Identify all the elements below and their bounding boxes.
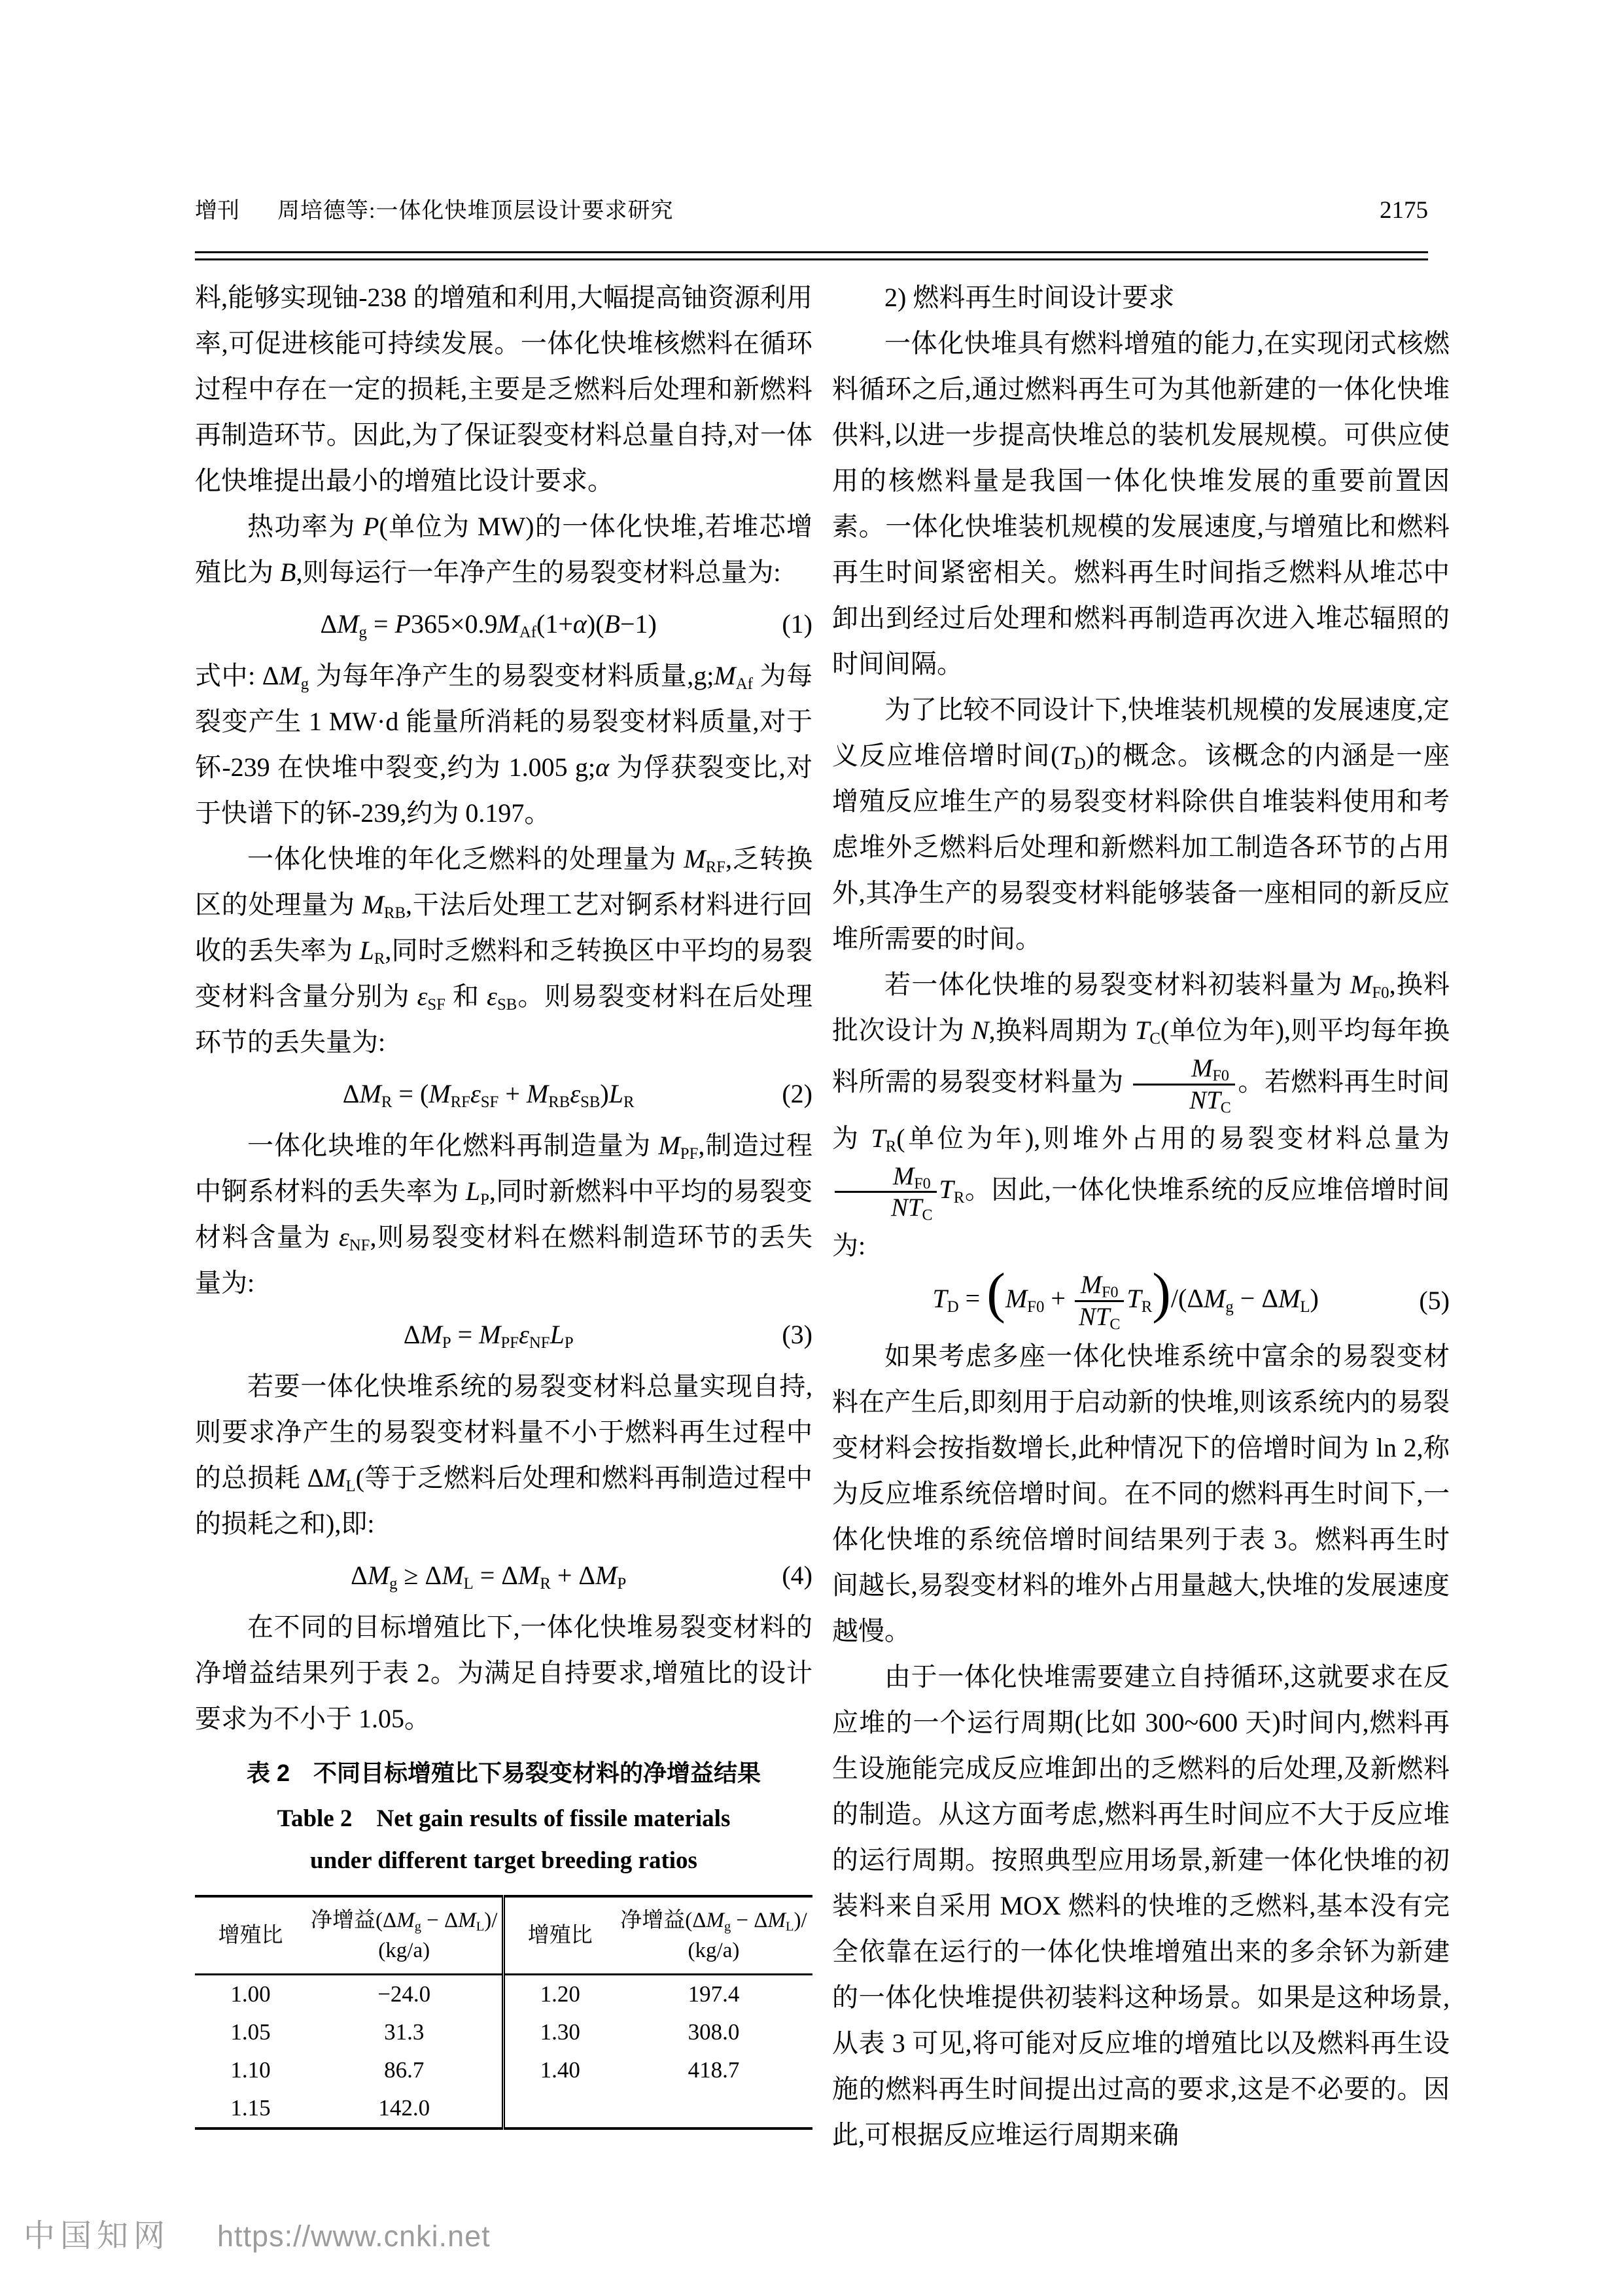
running-title: 周培德等:一体化快堆顶层设计要求研究 (277, 199, 674, 223)
paragraph: 一体化块堆的年化燃料再制造量为 $M_{PF}$,制造过程中锕系材料的丢失率为 $L_P$,同时新燃料中平均的易裂变材料含量为 $\varepsilon_{NF}$,则易裂变材料在燃料制造环节的丢失量为: (195, 1131, 813, 1298)
table-cell: 31.3 (384, 2019, 425, 2045)
table-cell: 418.7 (688, 2057, 740, 2083)
cnki-url: https://www.cnki.net (217, 2219, 491, 2253)
table-caption-zh: 表 2 不同目标增殖比下易裂变材料的净增益结果 (246, 1759, 761, 1786)
table-cell: 1.00 (230, 1981, 271, 2007)
cnki-watermark (24, 2210, 491, 2255)
right-column (832, 275, 1450, 2158)
table-cell: 1.40 (504, 2051, 615, 2089)
equation-2 (195, 1067, 812, 1122)
page-header (195, 196, 1428, 226)
table-caption-en-line1: Table 2 Net gain results of fissile materials (277, 1805, 731, 1832)
table-cell: 86.7 (384, 2057, 425, 2083)
table-caption-en-line2: under different target breeding ratios (310, 1847, 697, 1874)
col-header-net-gain-formula: 净增益$(\Delta M_g - \Delta M_L)/$ (310, 1909, 498, 1934)
paragraph: 一体化快堆具有燃料增殖的能力,在实现闭式核燃料循环之后,通过燃料再生可为其他新建的一体化快堆供料,以进一步提高快堆总的装机发展规模。可供应使用的核燃料量是我国一体化快堆发展的重要前置因素。一体化快堆装机规模的发展速度,与增殖比和燃料再生时间紧密相关。燃料再生时间指乏燃料从堆芯中卸出到经过后处理和燃料再制造再次进入堆芯辐照的时间间隔。 (832, 328, 1450, 679)
table-2-block (195, 1757, 812, 2130)
table-cell: 1.15 (230, 2095, 271, 2121)
equation-number: (1) (782, 609, 812, 639)
paragraph: 如果考虑多座一体化快堆系统中富余的易裂变材料在产生后,即刻用于启动新的快堆,则该系统内的易裂变材料会按指数增长,此种情况下的倍增时间为 ln 2,称为反应堆系统倍增时间。在不同的燃料再生时间下,一体化快堆的系统倍增时间结果列于表 3。燃料再生时间越长,易裂变材料的堆外占用量越大,快堆的发展速度越慢。 (832, 1341, 1450, 1646)
equation-body: $\Delta M_g \ge \Delta M_L = \Delta M_R + \Delta M_P$ (351, 1561, 627, 1593)
paragraph: 在不同的目标增殖比下,一体化快堆易裂变材料的净增益结果列于表 2。为满足自持要求,增殖比的设计要求为不小于 1.05。 (195, 1612, 812, 1733)
table-header (195, 1896, 812, 1975)
paragraph: 一体化快堆的年化乏燃料的处理量为 $M_{RF}$,乏转换区的处理量为 $M_{RB}$,干法后处理工艺对锕系材料进行回收的丢失率为 $L_R$,同时乏燃料和乏转换区中平均的易裂变材料含量分别为 $\varepsilon_{SF}$ 和 $\varepsilon_{SB}$。则易裂变材料在后处理环节的丢失量为: (195, 844, 813, 1057)
table-cell (504, 2089, 615, 2128)
paragraph: 热功率为 P(单位为 MW)的一体化快堆,若堆芯增殖比为 B,则每运行一年净产生的易裂变材料总量为: (195, 512, 812, 587)
col-header-net-gain (615, 1896, 812, 1975)
col-header-net-gain (306, 1896, 504, 1975)
col-header-net-gain-formula: 净增益$(\Delta M_g - \Delta M_L)/$ (620, 1909, 807, 1934)
page-number: 2175 (1380, 197, 1428, 224)
table-row (195, 1975, 812, 2014)
table-row (195, 2051, 812, 2089)
equation-body: $\Delta M_g = P365\times 0.9M_{Af}(1+\alpha)(B-1)$ (320, 609, 657, 641)
table-cell: −24.0 (377, 1981, 431, 2007)
table-cell: 1.05 (230, 2019, 271, 2045)
table-cell: 197.4 (688, 1981, 740, 2007)
table-body (195, 1975, 812, 2129)
equation-number: (5) (1419, 1286, 1450, 1316)
table-cell: 308.0 (688, 2019, 740, 2045)
col-header-breeding-ratio: 增殖比 (195, 1896, 306, 1975)
table-cell: 1.30 (504, 2013, 615, 2051)
table-header-row (195, 1896, 812, 1975)
paragraph: 为了比较不同设计下,快堆装机规模的发展速度,定义反应堆倍增时间$(T_D)$的概念。该概念的内涵是一座增殖反应堆生产的易裂变材料除供自堆装料使用和考虑堆外乏燃料后处理和新燃料加工制造各环节的占用外,其净生产的易裂变材料能够装备一座相同的新反应堆所需要的时间。 (832, 695, 1450, 953)
table-cell: 142.0 (378, 2095, 430, 2121)
subsection-heading: 2) 燃料再生时间设计要求 (884, 283, 1175, 312)
equation-1 (195, 597, 812, 652)
col-header-net-gain-unit: (kg/a) (688, 1939, 740, 1962)
equation-number: (3) (782, 1320, 812, 1349)
cnki-site-name: 中国知网 (24, 2219, 171, 2253)
equation-5 (832, 1261, 1450, 1333)
table-caption-en (195, 1798, 812, 1882)
paragraph-continued: 料,能够实现铀-238 的增殖和利用,大幅提高铀资源利用率,可促进核能可持续发展。一体化快堆核燃料在循环过程中存在一定的损耗,主要是乏燃料后处理和新燃料再制造环节。因此,为了保证裂变材料总量自持,对一体化快堆提出最小的增殖比设计要求。 (195, 283, 812, 495)
table-2 (195, 1895, 812, 2130)
table-cell: 1.10 (230, 2057, 271, 2083)
header-double-rule (195, 251, 1428, 260)
equation-body: $\Delta M_P = M_{PF}\varepsilon_{NF}L_P$ (403, 1320, 574, 1352)
equation-body: $T_D = (M_{F0}$ + $\frac{M_{F0}}{NT_C}$ $T_R)/(\Delta M_g - \Delta M_L)$ (932, 1261, 1319, 1333)
equation-4 (195, 1548, 812, 1603)
table-row (195, 2013, 812, 2051)
paragraph-where-clause: 式中: $\Delta M_g$ 为每年净产生的易裂变材料质量$,g;M_{Af}$ 为每裂变产生 1 MW·d 能量所消耗的易裂变材料质量,对于钚-239 在快堆中裂变,约为 1.005 g;α 为俘获裂变比,对于快谱下的钚-239,约为 0.197。 (195, 661, 813, 828)
journal-issue-label: 增刊 (195, 199, 239, 223)
equation-body: $\Delta M_R = (M_{RF}\varepsilon_{SF} + M_{RB}\varepsilon_{SB})L_R$ (342, 1079, 635, 1111)
table-cell: 1.20 (504, 1975, 615, 2014)
paragraph: 若要一体化快堆系统的易裂变材料总量实现自持,则要求净产生的易裂变材料量不小于燃料再生过程中的总损耗 $\Delta M_L$(等于乏燃料后处理和燃料再制造过程中的损耗之和),即: (195, 1371, 812, 1538)
table-row (195, 2089, 812, 2128)
equation-3 (195, 1307, 812, 1362)
table-cell (615, 2089, 812, 2128)
paragraph: 由于一体化快堆需要建立自持循环,这就要求在反应堆的一个运行周期(比如 300~600 天)时间内,燃料再生设施能完成反应堆卸出的乏燃料的后处理,及新燃料的制造。从这方面考虑,燃料再生时间应不大于反应堆的运行周期。按照典型应用场景,新建一体化快堆的初装料来自采用 MOX 燃料的快堆的乏燃料,基本没有完全依靠在运行的一体化快堆增殖出来的多余钚为新建的一体化快堆提供初装料这种场景。如果是这种场景,从表 3 可见,将可能对反应堆的增殖比以及燃料再生设施的燃料再生时间提出过高的要求,这是不必要的。因此,可根据反应堆运行周期来确 (832, 1661, 1450, 2149)
col-header-breeding-ratio: 增殖比 (504, 1896, 615, 1975)
paragraph: 若一体化快堆的易裂变材料初装料量为 $M_{F0}$,换料批次设计为 N,换料周期为 $T_C$(单位为年),则平均每年换料所需的易裂变材料量为 $\frac{M_{F0}}{NT_C}$ 。若燃料再生时间为 $T_R$(单位为年),则堆外占用的易裂变材料总量为 $\frac{M_{F0}}{NT_C}$ $T_R$。因此,一体化快堆系统的反应堆倍增时间为: (832, 970, 1450, 1261)
left-column (195, 275, 812, 2130)
equation-number: (2) (782, 1079, 812, 1108)
equation-number: (4) (782, 1561, 812, 1590)
col-header-net-gain-unit: (kg/a) (378, 1939, 430, 1962)
